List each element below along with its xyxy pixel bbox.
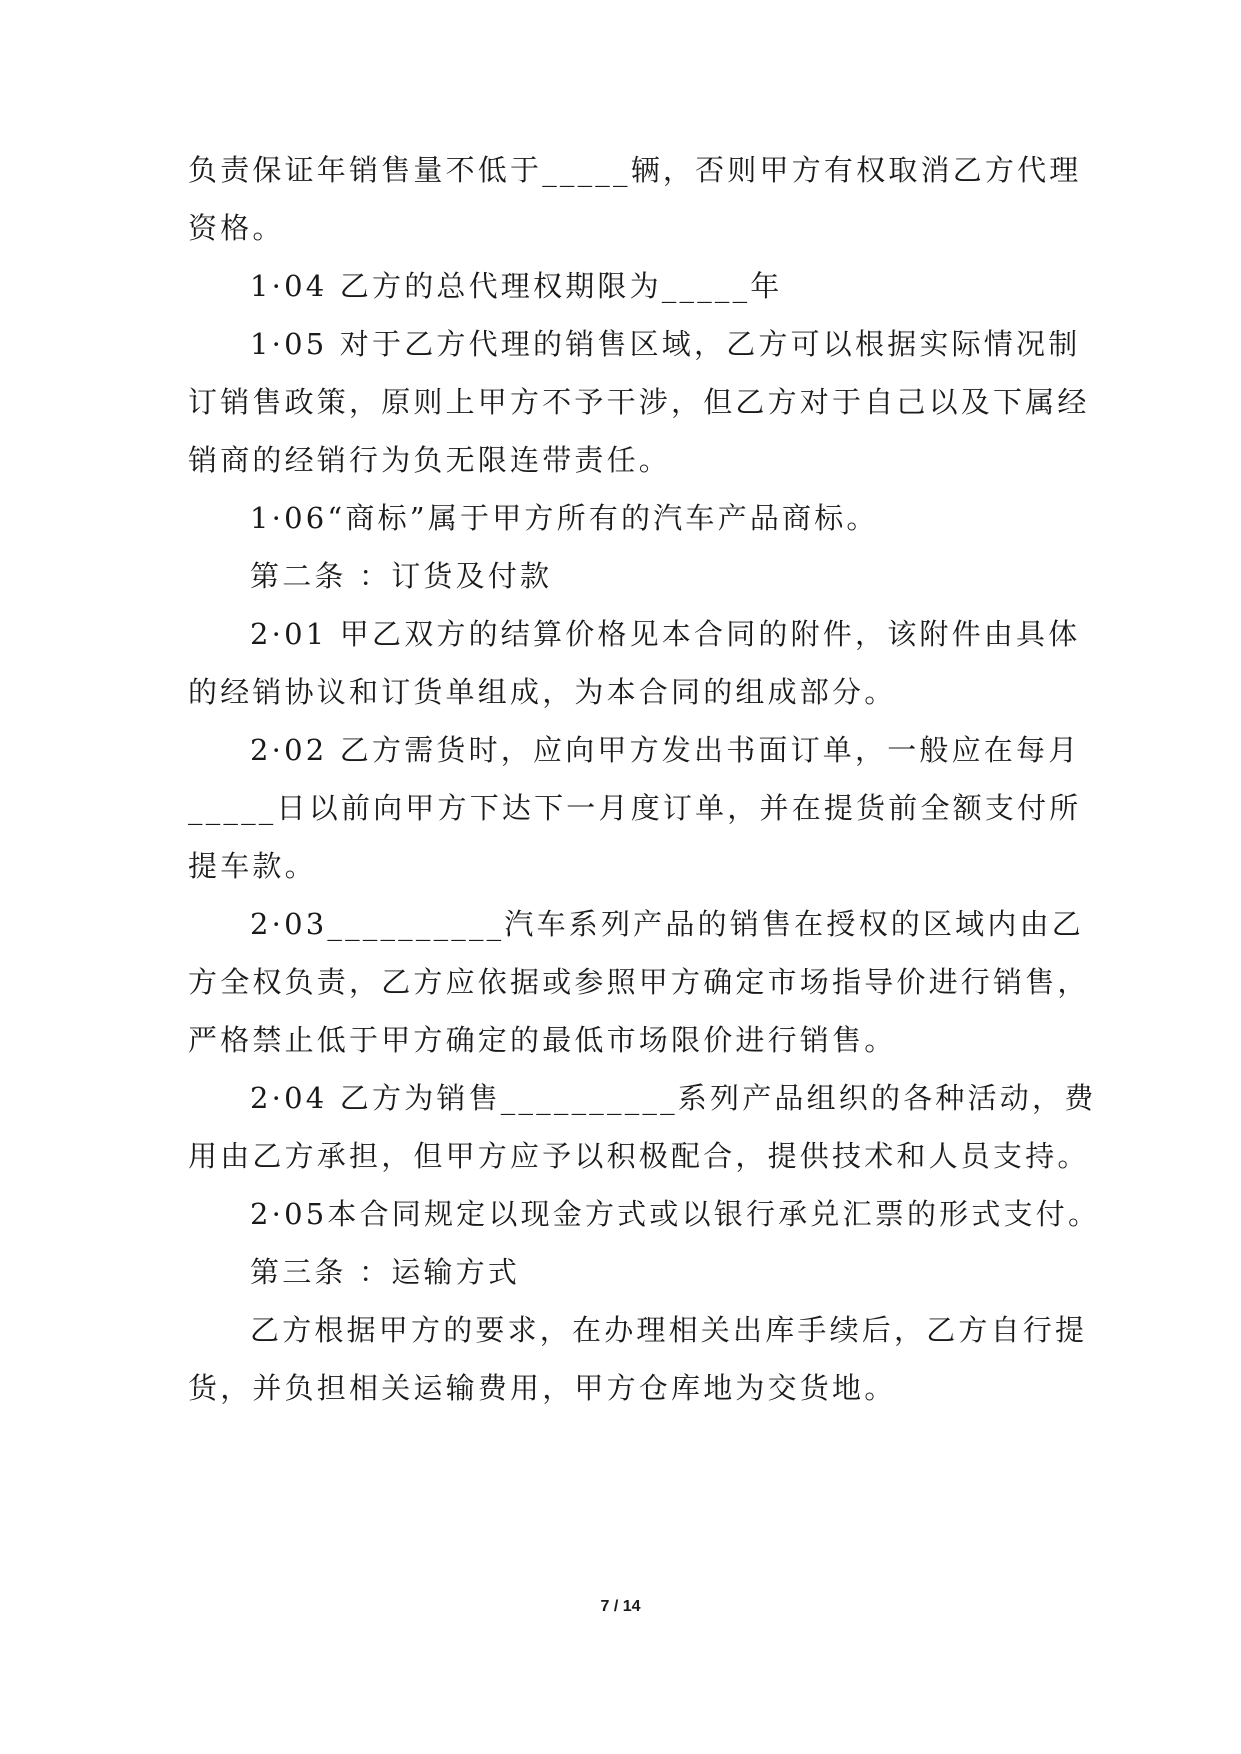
clause-2-04: 2·04 乙方为销售__________系列产品组织的各种活动，费: [250, 1081, 1097, 1115]
clause-1-05: 1·05 对于乙方代理的销售区域，乙方可以根据实际情况制: [250, 327, 1081, 361]
body-text-line: 负责保证年销售量不低于_____辆，否则甲方有权取消乙方代理: [188, 153, 1082, 187]
body-text-line: 资格。: [188, 211, 285, 245]
clause-2-02: 2·02 乙方需货时，应向甲方发出书面订单，一般应在每月: [250, 733, 1081, 767]
body-text-line: 销商的经销行为负无限连带责任。: [188, 443, 672, 477]
clause-2-05: 2·05本合同规定以现金方式或以银行承兑汇票的形式支付。: [250, 1197, 1101, 1231]
body-text-line: 提车款。: [188, 849, 317, 883]
clause-2-03: 2·03__________汽车系列产品的销售在授权的区域内由乙: [250, 907, 1084, 941]
body-text-line: 用由乙方承担，但甲方应予以积极配合，提供技术和人员支持。: [188, 1139, 1090, 1173]
page-number: 7 / 14: [600, 1598, 641, 1615]
body-text-line: 严格禁止低于甲方确定的最低市场限价进行销售。: [188, 1023, 897, 1057]
clause-2-01: 2·01 甲乙双方的结算价格见本合同的附件，该附件由具体: [250, 617, 1081, 651]
body-text-line: 订销售政策，原则上甲方不予干涉，但乙方对于自己以及下属经: [188, 385, 1090, 419]
body-text-line: _____日以前向甲方下达下一月度订单，并在提货前全额支付所: [188, 791, 1082, 825]
article-3-text: 乙方根据甲方的要求，在办理相关出库手续后，乙方自行提: [250, 1313, 1088, 1347]
body-text-line: 方全权负责，乙方应依据或参照甲方确定市场指导价进行销售，: [188, 965, 1090, 999]
body-text-line: 货，并负担相关运输费用，甲方仓库地为交货地。: [188, 1371, 897, 1405]
article-3-heading: 第三条 ：运输方式: [250, 1255, 521, 1289]
article-2-heading: 第二条 ：订货及付款: [250, 559, 553, 593]
clause-1-06: 1·06“商标”属于甲方所有的汽车产品商标。: [250, 501, 879, 535]
body-text-line: 的经销协议和订货单组成，为本合同的组成部分。: [188, 675, 897, 709]
clause-1-04: 1·04 乙方的总代理权期限为_____年: [250, 269, 783, 303]
